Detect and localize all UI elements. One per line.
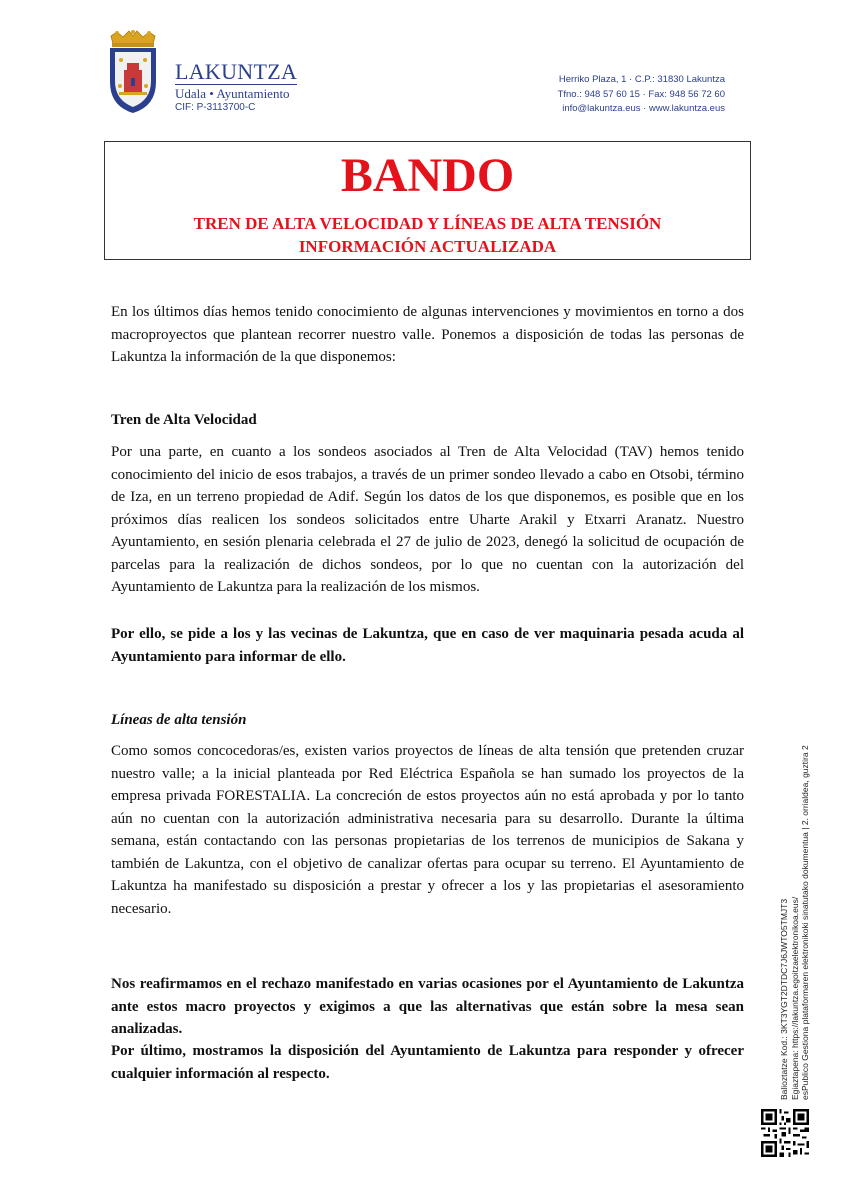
final-statement-1: Nos reafirmamos en el rechazo manifestado en varias ocasiones por el Ayuntamiento de Lakuntza ante estos macro proyectos y exigimos a que las alternativas que están sobre la mesa sean analizadas. (111, 976, 744, 1037)
page-title: BANDO (340, 149, 515, 202)
section-heading-tav: Tren de Alta Velocidad (111, 412, 257, 428)
lineas-paragraph: Como somos concocedoras/es, existen varios proyectos de líneas de alta tensión que pretenden cruzar nuestro valle; a la inicial planteada por Red Eléctrica Española se han sumado los proyectos de la empresa privada FORESTALIA. La concreción de estos proyectos aún no está aprobada y por lo tanto aún no cuentan con la autorización administrativa necesaria para su desarrollo. Durante la última semana, están contactando con las personas propietarias de los terrenos de municipios de Sakana y también de Lakuntza, con el objetivo de canalizar ofertas para ocupar su terreno. El Ayuntamiento de Lakuntza ha manifestado su disposición a prestar y ofrecer a los y las propietarias el asesoramiento necesario. (111, 743, 744, 917)
subtitle-line-2: INFORMACIÓN ACTUALIZADA (298, 237, 557, 256)
validation-platform: esPublico Gestiona plataformaren elektronikoki sinatutako dokumentua | 2. orrialdea, guztira 2 (800, 745, 810, 1100)
subtitle-line-1: TREN DE ALTA VELOCIDAD Y LÍNEAS DE ALTA TENSIÓN (193, 214, 662, 233)
tav-paragraph: Por una parte, en cuanto a los sondeos asociados al Tren de Alta Velocidad (TAV) hemos tenido conocimiento del inicio de esos trabajos, a través de un primer sondeo llevado a cabo en Otsobi, término de Iza, en un terreno propiedad de Adif. Según los datos de los que disponemos, es posible que en los próximos días realicen los sondeos solicitados entre Uharte Arakil y Etxarri Aranatz. Nuestro Ayuntamiento, en sesión plenaria celebrada el 27 de julio de 2023, denegó la solicitud de ocupación de parcelas para la realización de dichos sondeos, por lo que no cuentan con la autorización del Ayuntamiento de Lakuntza para la realización de los mismos. (111, 444, 744, 595)
qr-code-icon (761, 1109, 809, 1157)
contact-address: Herriko Plaza, 1 · C.P.: 31830 Lakuntza (558, 74, 725, 85)
org-cif: CIF: P-3113700-C (175, 102, 256, 113)
contact-email-web[interactable]: info@lakuntza.eus · www.lakuntza.eus (562, 103, 725, 114)
validation-code: Balioztatze Kod.: 3KT3YGT2DTDC7J6JWTO5TMJT3 (779, 898, 789, 1100)
validation-url[interactable]: Egiaztapena: https://lakuntza.egoitzaelektronikoa.eus/ (789, 896, 800, 1100)
coat-of-arms-logo (107, 30, 159, 114)
org-name: LAKUNTZA (175, 59, 298, 84)
intro-paragraph: En los últimos días hemos tenido conocimiento de algunas intervenciones y movimientos en torno a dos macroproyectos que plantean recorrer nuestro valle. Ponemos a disposición de todas las personas de Lakuntza la información de la que disponemos: (111, 304, 744, 365)
tav-notice: Por ello, se pide a los y las vecinas de Lakuntza, que en caso de ver maquinaria pesada acuda al Ayuntamiento para informar de ello. (111, 626, 744, 665)
final-statement-2: Por último, mostramos la disposición del Ayuntamiento de Lakuntza para responder y ofrecer cualquier información al respecto. (111, 1043, 744, 1082)
contact-phone-fax: Tfno.: 948 57 60 15 · Fax: 948 56 72 60 (557, 89, 725, 100)
org-subtitle: Udala • Ayuntamiento (175, 86, 290, 101)
title-box (104, 141, 751, 260)
section-heading-lineas: Líneas de alta tensión (111, 712, 247, 728)
